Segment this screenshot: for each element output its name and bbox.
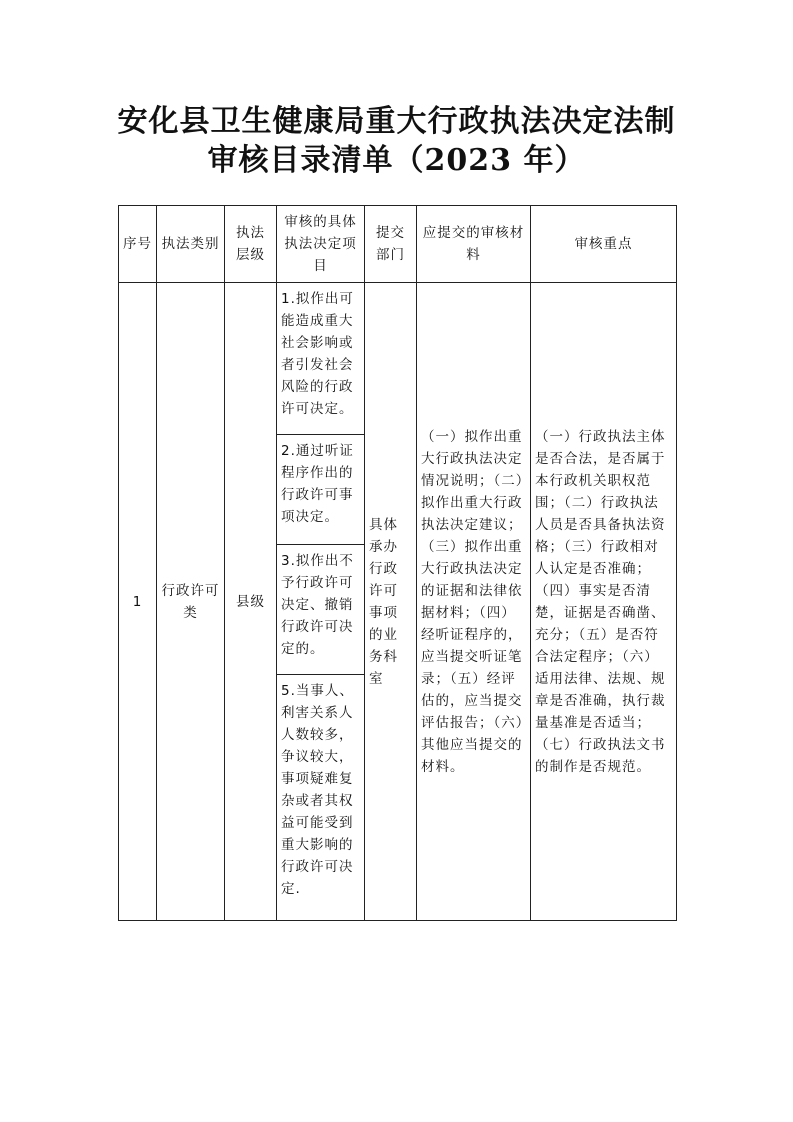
header-category: 执法类别 [157,206,225,283]
review-table-container [118,205,676,915]
header-items: 审核的具体执法决定项目 [277,206,365,283]
header-materials: 应提交的审核材料 [417,206,531,283]
table-row [119,283,677,435]
header-focus: 审核重点 [531,206,677,283]
cell-level: 县级 [225,283,277,921]
cell-seq: 1 [119,283,157,921]
document-title-line1: 安化县卫生健康局重大行政执法决定法制 [117,104,676,139]
cell-item-5: 5.当事人、利害关系人人数较多，争议较大，事项疑难复杂或者其权益可能受到重大影响的行政许可决定. [277,675,365,921]
review-catalog-table [118,205,677,921]
cell-category: 行政许可类 [157,283,225,921]
cell-focus: （一）行政执法主体是否合法，是否属于本行政机关职权范围；（二）行政执法人员是否具备执法资格；（三）行政相对人认定是否准确；（四）事实是否清楚，证据是否确凿、充分；（五）是否符合法定程序；（六）适用法律、法规、规章是否准确，执行裁量基准是否适当；（七）行政执法文书的制作是否规范。 [531,283,677,921]
document-title-line2: 审核目录清单（2023 年） [207,143,586,178]
header-level: 执法层级 [225,206,277,283]
cell-item-1: 1.拟作出可能造成重大社会影响或者引发社会风险的行政许可决定。 [277,283,365,435]
header-seq: 序号 [119,206,157,283]
table-header-row [119,206,677,283]
cell-materials: （一）拟作出重大行政执法决定情况说明；（二）拟作出重大行政执法决定建议；（三）拟作出重大行政执法决定的证据和法律依据材料；（四）经听证程序的，应当提交听证笔录；（五）经评估的，应当提交评估报告；（六）其他应当提交的材料。 [417,283,531,921]
cell-item-3: 3.拟作出不予行政许可决定、撤销行政许可决定的。 [277,545,365,675]
header-dept: 提交部门 [365,206,417,283]
cell-item-2: 2.通过听证程序作出的行政许可事项决定。 [277,435,365,545]
cell-dept: 具体承办行政许可事项的业务科室 [365,283,417,921]
